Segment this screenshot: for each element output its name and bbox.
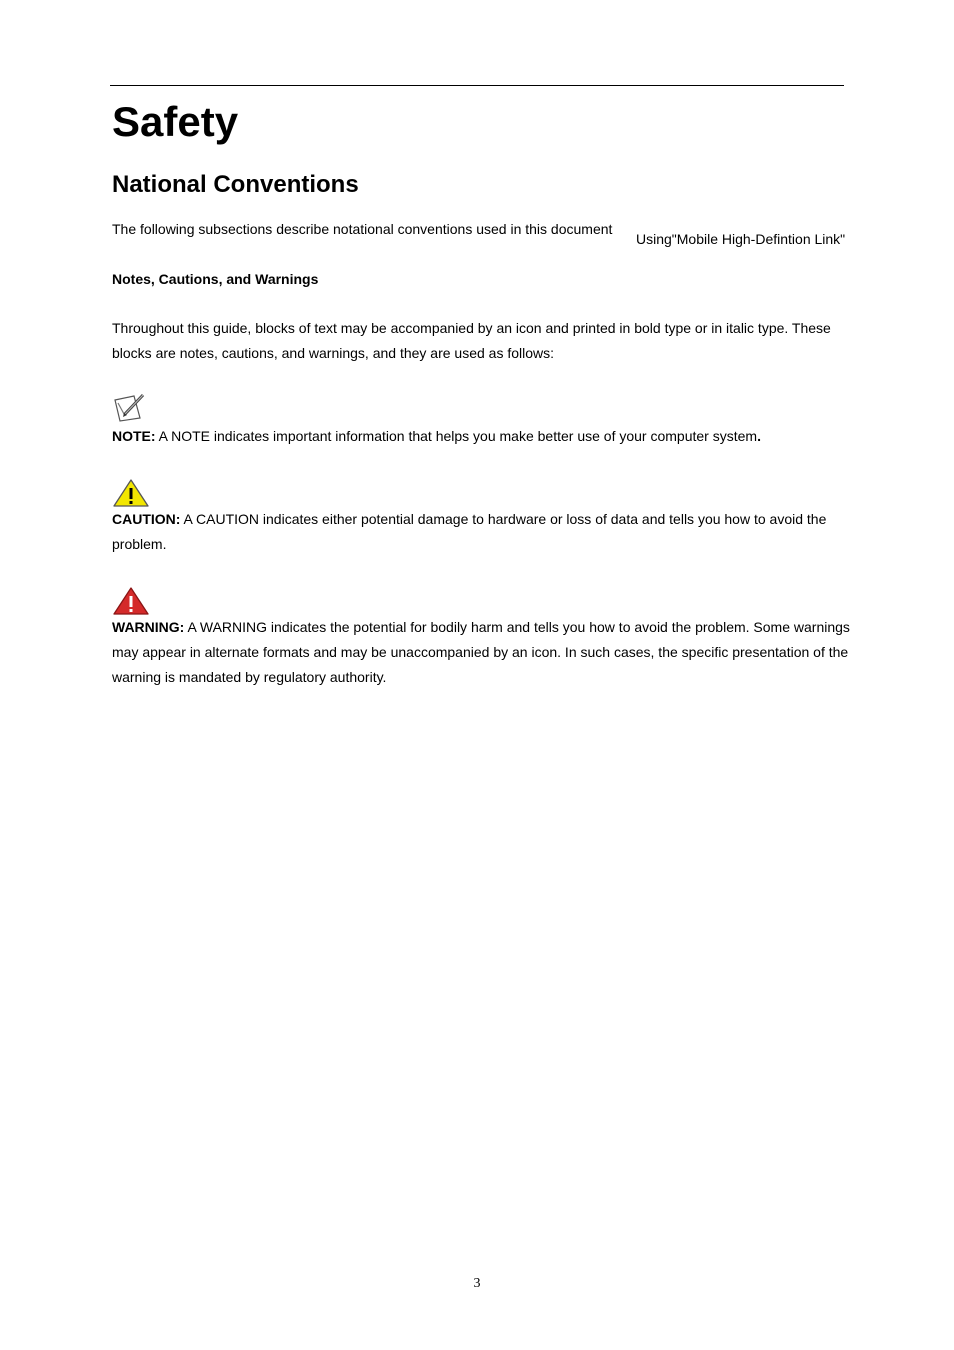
note-label: NOTE: bbox=[112, 428, 156, 444]
caution-paragraph bbox=[112, 507, 852, 557]
section-intro: The following subsections describe notational conventions used in this document bbox=[112, 221, 613, 237]
note-pencil-icon bbox=[112, 392, 150, 422]
subsection-title: Notes, Cautions, and Warnings bbox=[112, 271, 319, 287]
section-intro-tail: Using"Mobile High-Defintion Link" bbox=[636, 231, 846, 247]
section-title: National Conventions bbox=[112, 171, 359, 198]
warning-triangle-icon bbox=[112, 586, 150, 616]
warning-paragraph bbox=[112, 615, 852, 690]
note-end: . bbox=[757, 428, 761, 444]
note-paragraph bbox=[112, 424, 852, 449]
warning-text: A WARNING indicates the potential for bodily harm and tells you how to avoid the problem. Some warnings may appear in alternate formats and may be unaccompanied by an icon. In such cases, the specific presentation of the warning is mandated by regulatory authority. bbox=[112, 619, 850, 685]
caution-label: CAUTION: bbox=[112, 511, 181, 527]
caution-text: A CAUTION indicates either potential damage to hardware or loss of data and tells you how to avoid the problem. bbox=[112, 511, 827, 552]
caution-triangle-icon bbox=[112, 478, 150, 508]
page-number: 3 bbox=[473, 1276, 481, 1291]
note-text: A NOTE indicates important information that helps you make better use of your computer system bbox=[155, 428, 758, 444]
page-title: Safety bbox=[112, 98, 239, 145]
warning-label: WARNING: bbox=[112, 619, 185, 635]
subsection-body: Throughout this guide, blocks of text may be accompanied by an icon and printed in bold type or in italic type. These blocks are notes, cautions, and warnings, and they are used as follows: bbox=[112, 320, 831, 361]
header-rule bbox=[110, 85, 844, 86]
